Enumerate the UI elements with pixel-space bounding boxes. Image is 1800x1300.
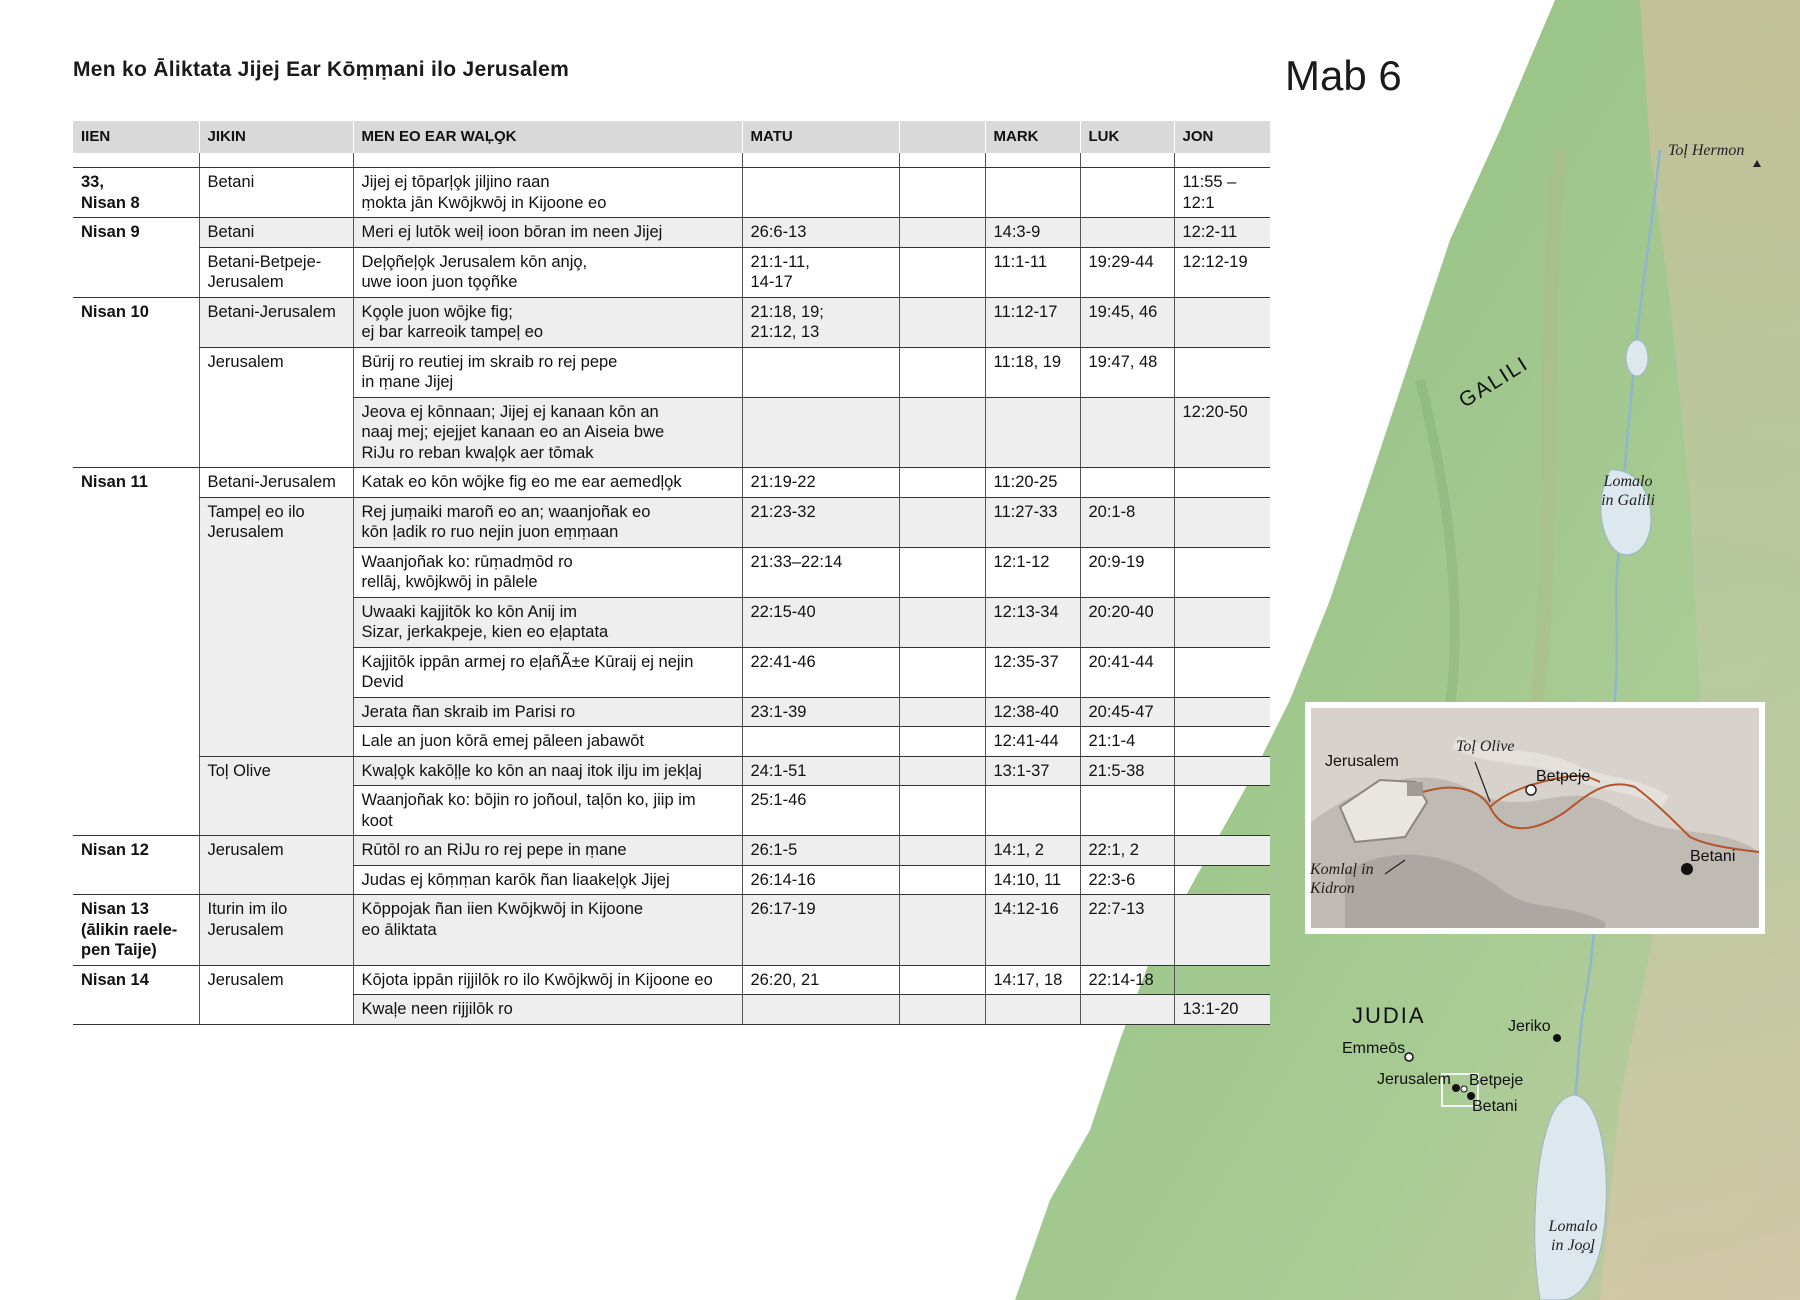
label-betpeje: Betpeje: [1469, 1072, 1524, 1089]
cell-blank: [899, 397, 985, 468]
cell-event: Katak eo kōn wōjke fig eo me ear aemedļo̧k: [353, 468, 742, 498]
cell-jon: [1174, 647, 1270, 697]
cell-blank: [899, 965, 985, 995]
cell-jon: [1174, 965, 1270, 995]
label-hermon: Toļ Hermon: [1668, 142, 1745, 159]
spacer-cell: [1174, 153, 1270, 168]
cell-matu: [742, 995, 899, 1025]
cell-event: Ko̧o̧le juon wōjke fig; ej bar karreoik tampeļ eo: [353, 297, 742, 347]
header-jon: JON: [1174, 121, 1270, 153]
cell-mark: 11:20-25: [985, 468, 1080, 498]
cell-mark: 14:12-16: [985, 895, 1080, 966]
table-row: [73, 836, 1270, 866]
cell-blank: [899, 297, 985, 347]
cell-event: Rūtōl ro an RiJu ro rej pepe in ṃane: [353, 836, 742, 866]
cell-event: Kwaļe neen rijjilōk ro: [353, 995, 742, 1025]
cell-matu: 22:15-40: [742, 597, 899, 647]
cell-mark: 14:10, 11: [985, 865, 1080, 895]
cell-matu: 26:1-5: [742, 836, 899, 866]
cell-jon: 12:12-19: [1174, 247, 1270, 297]
cell-jikin: Betani-Jerusalem: [199, 468, 353, 498]
cell-luk: 19:45, 46: [1080, 297, 1174, 347]
cell-mark: 14:17, 18: [985, 965, 1080, 995]
cell-blank: [899, 786, 985, 836]
cell-iien: Nisan 14: [73, 965, 199, 1024]
cell-luk: [1080, 786, 1174, 836]
cell-jikin: Betani-Jerusalem: [199, 297, 353, 347]
header-iien: IIEN: [73, 121, 199, 153]
cell-matu: 25:1-46: [742, 786, 899, 836]
cell-jikin: Jerusalem: [199, 965, 353, 1024]
cell-matu: [742, 397, 899, 468]
header-jikin: JIKIN: [199, 121, 353, 153]
map-title: Mab 6: [1285, 52, 1402, 99]
cell-jon: 11:55 – 12:1: [1174, 168, 1270, 218]
cell-event: Kōjota ippān rijjilōk ro ilo Kwōjkwōj in Kijoone eo: [353, 965, 742, 995]
label-betani: Betani: [1472, 1098, 1518, 1115]
label-judia: JUDIA: [1352, 1003, 1426, 1028]
cell-jon: [1174, 697, 1270, 727]
cell-iien: Nisan 13 (ālikin raele- pen Taije): [73, 895, 199, 966]
cell-matu: 26:20, 21: [742, 965, 899, 995]
header-luk: LUK: [1080, 121, 1174, 153]
inset-label-betani: Betani: [1690, 848, 1736, 865]
cell-blank: [899, 727, 985, 757]
label-jerusalem: Jerusalem: [1377, 1071, 1451, 1088]
table-row: [73, 468, 1270, 498]
cell-luk: 19:47, 48: [1080, 347, 1174, 397]
cell-event: Būrij ro reutiej im skraib ro rej pepe in ṃane Jijej: [353, 347, 742, 397]
label-jeriko: Jeriko: [1508, 1018, 1551, 1035]
inset-terrain: [1305, 702, 1765, 934]
cell-jon: [1174, 347, 1270, 397]
cell-event: Meri ej lutōk weiļ ioon bōran im neen Jijej: [353, 218, 742, 248]
cell-blank: [899, 895, 985, 966]
cell-luk: 20:20-40: [1080, 597, 1174, 647]
cell-mark: 11:27-33: [985, 497, 1080, 547]
spacer-cell: [985, 153, 1080, 168]
spacer-cell: [742, 153, 899, 168]
cell-matu: [742, 168, 899, 218]
cell-luk: 22:3-6: [1080, 865, 1174, 895]
cell-blank: [899, 347, 985, 397]
spacer-cell: [353, 153, 742, 168]
cell-jikin: Toļ Olive: [199, 756, 353, 836]
label-emmeos: Emmeōs: [1342, 1040, 1406, 1057]
cell-luk: [1080, 218, 1174, 248]
cell-luk: [1080, 397, 1174, 468]
cell-iien: Nisan 12: [73, 836, 199, 895]
cell-mark: 11:18, 19: [985, 347, 1080, 397]
cell-event: Waanjoñak ko: rūṃadṃōd ro rellāj, kwōjkwōj in pālele: [353, 547, 742, 597]
cell-matu: 24:1-51: [742, 756, 899, 786]
cell-blank: [899, 497, 985, 547]
cell-matu: [742, 727, 899, 757]
cell-jon: 12:2-11: [1174, 218, 1270, 248]
cell-iien: 33, Nisan 8: [73, 168, 199, 218]
spacer-cell: [199, 153, 353, 168]
cell-event: Lale an juon kōrā emej pāleen jabawōt: [353, 727, 742, 757]
cell-mark: 12:13-34: [985, 597, 1080, 647]
cell-mark: [985, 786, 1080, 836]
cell-blank: [899, 218, 985, 248]
cell-jikin: Iturin im ilo Jerusalem: [199, 895, 353, 966]
cell-blank: [899, 865, 985, 895]
cell-jon: [1174, 547, 1270, 597]
spacer-cell: [73, 153, 199, 168]
cell-jikin: Tampeļ eo ilo Jerusalem: [199, 497, 353, 756]
cell-jon: [1174, 497, 1270, 547]
cell-jikin: Betani: [199, 168, 353, 218]
cell-jon: [1174, 786, 1270, 836]
cell-blank: [899, 168, 985, 218]
cell-blank: [899, 756, 985, 786]
cell-matu: 26:14-16: [742, 865, 899, 895]
table-row: [73, 347, 1270, 397]
cell-jon: [1174, 597, 1270, 647]
cell-event: Kōppojak ñan iien Kwōjkwōj in Kijoone eo āliktata: [353, 895, 742, 966]
cell-blank: [899, 697, 985, 727]
cell-mark: [985, 397, 1080, 468]
cell-luk: 19:29-44: [1080, 247, 1174, 297]
cell-matu: 26:6-13: [742, 218, 899, 248]
cell-mark: [985, 168, 1080, 218]
cell-blank: [899, 547, 985, 597]
label-dead-sea: Lomalo in Jo̧o̧ļ: [1548, 1218, 1598, 1254]
cell-luk: [1080, 468, 1174, 498]
table-row: [73, 497, 1270, 547]
cell-jon: [1174, 865, 1270, 895]
cell-mark: 12:35-37: [985, 647, 1080, 697]
cell-matu: 21:33–22:14: [742, 547, 899, 597]
header-event: MEN EO EAR WAĻO̧K: [353, 121, 742, 153]
header-blank: [899, 121, 985, 153]
cell-jon: [1174, 297, 1270, 347]
cell-luk: 22:14-18: [1080, 965, 1174, 995]
cell-event: Deļo̧ñeļo̧k Jerusalem kōn anjo̧, uwe ioon juon to̧o̧ñke: [353, 247, 742, 297]
cell-mark: 14:3-9: [985, 218, 1080, 248]
header-matu: MATU: [742, 121, 899, 153]
cell-luk: 20:45-47: [1080, 697, 1174, 727]
cell-jon: [1174, 756, 1270, 786]
cell-luk: [1080, 995, 1174, 1025]
cell-jon: [1174, 727, 1270, 757]
cell-luk: 20:41-44: [1080, 647, 1174, 697]
inset-map: [1305, 702, 1765, 934]
table-spacer-row: [73, 153, 1270, 168]
cell-matu: 21:1-11, 14-17: [742, 247, 899, 297]
cell-blank: [899, 597, 985, 647]
table-row: [73, 297, 1270, 347]
cell-jon: [1174, 836, 1270, 866]
cell-matu: 22:41-46: [742, 647, 899, 697]
cell-jon: [1174, 895, 1270, 966]
cell-mark: 14:1, 2: [985, 836, 1080, 866]
cell-jon: [1174, 468, 1270, 498]
cell-luk: [1080, 168, 1174, 218]
spacer-cell: [1080, 153, 1174, 168]
cell-event: Kajjitōk ippān armej ro eļañÃ±e Kūraij ej nejin Devid: [353, 647, 742, 697]
cell-blank: [899, 468, 985, 498]
cell-matu: 23:1-39: [742, 697, 899, 727]
cell-iien: Nisan 10: [73, 297, 199, 468]
cell-blank: [899, 647, 985, 697]
document-title: Men ko Āliktata Jijej Ear Kōṃṃani ilo Jerusalem: [73, 58, 570, 81]
cell-iien: Nisan 11: [73, 468, 199, 836]
cell-blank: [899, 247, 985, 297]
header-mark: MARK: [985, 121, 1080, 153]
cell-blank: [899, 836, 985, 866]
cell-blank: [899, 995, 985, 1025]
cell-jon: 12:20-50: [1174, 397, 1270, 468]
inset-label-kidron: Komlaļ in Kidron: [1310, 861, 1374, 897]
cell-jon: 13:1-20: [1174, 995, 1270, 1025]
cell-event: Jijej ej tōparļo̧k jiljino raan ṃokta jān Kwōjkwōj in Kijoone eo: [353, 168, 742, 218]
table-header-row: [73, 121, 1270, 153]
cell-mark: [985, 995, 1080, 1025]
cell-mark: 12:41-44: [985, 727, 1080, 757]
cell-event: Jerata ñan skraib im Parisi ro: [353, 697, 742, 727]
cell-event: Waanjoñak ko: bōjin ro joñoul, taļōn ko, jiip im koot: [353, 786, 742, 836]
cell-matu: 21:18, 19; 21:12, 13: [742, 297, 899, 347]
inset-label-jerusalem: Jerusalem: [1325, 753, 1399, 770]
table-row: [73, 218, 1270, 248]
cell-mark: 13:1-37: [985, 756, 1080, 786]
table-row: [73, 965, 1270, 995]
table-row: [73, 756, 1270, 786]
cell-event: Kwaļo̧k kakōļļe ko kōn an naaj itok ilju im jekļaj: [353, 756, 742, 786]
cell-event: Jeova ej kōnnaan; Jijej ej kanaan kōn an naaj mej; ejejjet kanaan eo an Aiseia bwe RiJu ro reban kwaļo̧k aer tōmak: [353, 397, 742, 468]
table-row: [73, 247, 1270, 297]
cell-mark: 11:12-17: [985, 297, 1080, 347]
table-row: [73, 168, 1270, 218]
cell-event: Rej juṃaiki maroñ eo an; waanjoñak eo kōn ļadik ro ruo nejin juon eṃṃaan: [353, 497, 742, 547]
cell-mark: 12:1-12: [985, 547, 1080, 597]
cell-luk: 20:9-19: [1080, 547, 1174, 597]
cell-jikin: Betani: [199, 218, 353, 248]
cell-matu: [742, 347, 899, 397]
cell-mark: 11:1-11: [985, 247, 1080, 297]
cell-jikin: Betani-Betpeje- Jerusalem: [199, 247, 353, 297]
table-row: [73, 895, 1270, 966]
cell-jikin: Jerusalem: [199, 347, 353, 468]
cell-matu: 21:23-32: [742, 497, 899, 547]
cell-luk: 20:1-8: [1080, 497, 1174, 547]
cell-luk: 22:7-13: [1080, 895, 1174, 966]
cell-luk: 21:1-4: [1080, 727, 1174, 757]
cell-matu: 21:19-22: [742, 468, 899, 498]
inset-label-betpeje: Betpeje: [1536, 768, 1591, 785]
cell-iien: Nisan 9: [73, 218, 199, 298]
cell-luk: 22:1, 2: [1080, 836, 1174, 866]
cell-event: Judas ej kōṃṃan karōk ñan liaakeļo̧k Jijej: [353, 865, 742, 895]
cell-matu: 26:17-19: [742, 895, 899, 966]
spacer-cell: [899, 153, 985, 168]
cell-event: Uwaaki kajjitōk ko kōn Anij im Sizar, jerkakpeje, kien eo eļaptata: [353, 597, 742, 647]
cell-luk: 21:5-38: [1080, 756, 1174, 786]
label-sea-of-galilee: Lomalo in Galili: [1601, 473, 1655, 509]
cell-mark: 12:38-40: [985, 697, 1080, 727]
inset-label-olive: Toļ Olive: [1456, 738, 1515, 755]
cell-jikin: Jerusalem: [199, 836, 353, 895]
label-galili: GALILI: [1455, 351, 1533, 413]
timeline-table: [73, 121, 1270, 1025]
